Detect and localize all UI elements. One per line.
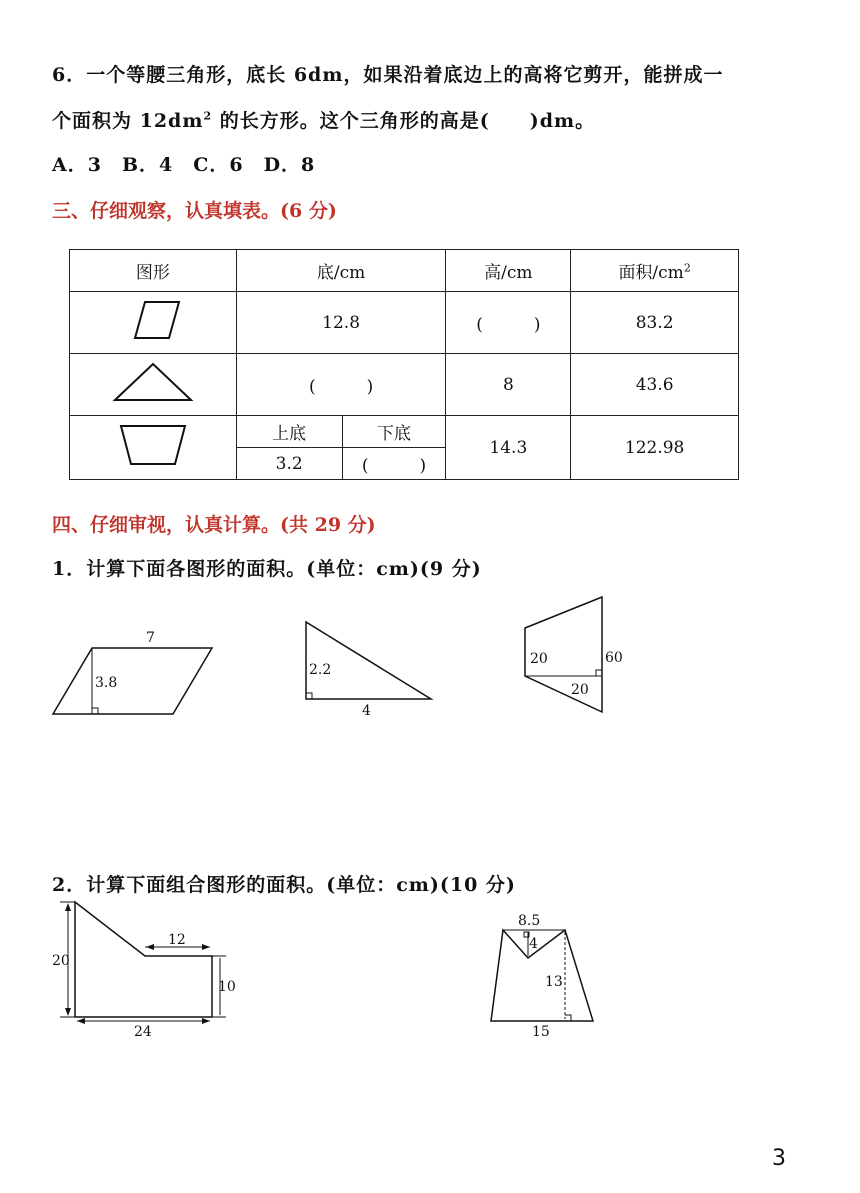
row2-height: 8 bbox=[446, 354, 571, 416]
fig1-height-label: 3.8 bbox=[95, 675, 118, 691]
fig5-top-label: 8.5 bbox=[518, 913, 541, 929]
lower-base-value[interactable]: ( ) bbox=[342, 448, 446, 480]
fig1-top-label: 7 bbox=[146, 630, 155, 646]
fig2-base-label: 4 bbox=[362, 703, 371, 719]
header-area: 面积$/cm^2$ bbox=[571, 250, 739, 292]
row2-area: 43.6 bbox=[571, 354, 739, 416]
row1-base: 12.8 bbox=[236, 292, 446, 354]
fig4-bottom-label: 24 bbox=[134, 1024, 152, 1040]
upper-base-label: 上底 bbox=[236, 416, 342, 448]
table-row bbox=[70, 416, 739, 448]
section4-q2: 2．计算下面组合图形的面积。(单位：cm)(10 分) bbox=[52, 874, 516, 896]
row3-height: 14.3 bbox=[446, 416, 571, 480]
q6-options: A．3 B．4 C．6 D．8 bbox=[52, 154, 316, 176]
lower-base-label: 下底 bbox=[342, 416, 446, 448]
section4-q1: 1．计算下面各图形的面积。(单位：cm)(9 分) bbox=[52, 558, 482, 580]
q6-line2: 个面积为 $12dm^2$ 的长方形。这个三角形的高是( )dm。 bbox=[52, 109, 596, 132]
fig2-height-label: 2.2 bbox=[309, 662, 332, 678]
fill-table bbox=[69, 249, 739, 480]
header-base: 底/cm bbox=[236, 250, 446, 292]
upper-base-value: 3.2 bbox=[236, 448, 342, 480]
row2-base[interactable]: ( ) bbox=[236, 354, 446, 416]
table-row bbox=[70, 354, 739, 416]
q2-figures bbox=[0, 895, 860, 1055]
table-row bbox=[70, 292, 739, 354]
fig4-left-label: 20 bbox=[52, 953, 70, 969]
header-height: 高/cm bbox=[446, 250, 571, 292]
fig4-top-label: 12 bbox=[168, 932, 186, 948]
fig3-left-label: 20 bbox=[530, 651, 548, 667]
fig3-right-label: 60 bbox=[605, 650, 623, 666]
triangle-shape bbox=[70, 354, 237, 416]
composite-figure-2 bbox=[491, 913, 593, 1040]
row1-area: 83.2 bbox=[571, 292, 739, 354]
right-triangle-figure bbox=[306, 622, 431, 719]
composite-figure-1 bbox=[52, 902, 236, 1040]
section4-title: 四、仔细审视，认真计算。(共 29 分) bbox=[52, 514, 376, 536]
fig5-inner-label: 4 bbox=[529, 936, 538, 952]
section3-title: 三、仔细观察，认真填表。(6 分) bbox=[52, 200, 337, 222]
parallelogram-figure bbox=[53, 630, 212, 714]
fig5-height-label: 13 bbox=[545, 974, 563, 990]
fig5-bottom-label: 15 bbox=[532, 1024, 550, 1040]
page-number: 3 bbox=[772, 1146, 786, 1171]
fig3-bottom-label: 20 bbox=[571, 682, 589, 698]
header-shape: 图形 bbox=[70, 250, 237, 292]
row3-area: 122.98 bbox=[571, 416, 739, 480]
fig4-right-label: 10 bbox=[218, 979, 236, 995]
row1-height[interactable]: ( ) bbox=[446, 292, 571, 354]
q1-figures bbox=[0, 590, 860, 740]
trapezoid-figure bbox=[525, 597, 623, 712]
parallelogram-shape bbox=[70, 292, 237, 354]
trapezoid-shape bbox=[70, 416, 237, 480]
q6-line1: 6．一个等腰三角形，底长 6dm，如果沿着底边上的高将它剪开，能拼成一 bbox=[52, 64, 724, 86]
